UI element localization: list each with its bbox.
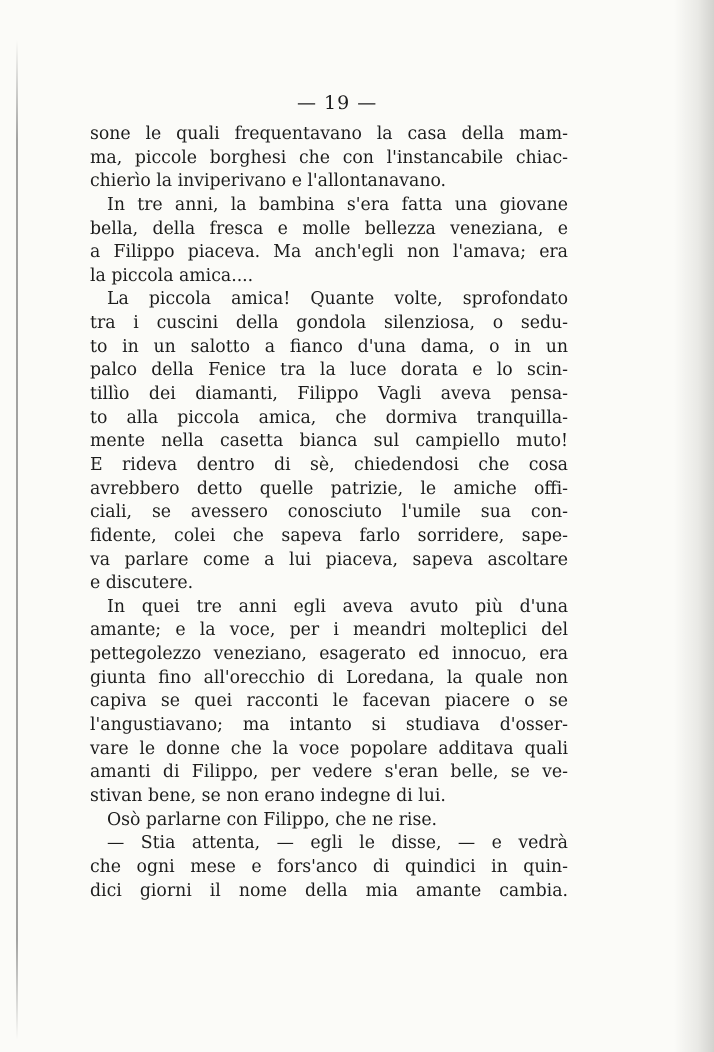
text-line: In quei tre anni egli aveva avuto più d'una [107,596,568,617]
text-line: la piccola amica.... [90,265,254,286]
body-text [90,123,568,903]
text-line: La piccola amica! Quante volte, sprofondato [107,289,568,310]
text-line: amante; e la voce, per i meandri molteplici del [90,620,568,641]
text-line: va parlare come a lui piaceva, sapeva ascoltare [90,549,568,570]
page-number: — 19 — [297,92,378,114]
text-line: l'angustiavano; ma intanto si studiava d'osser- [90,715,568,736]
text-line: In tre anni, la bambina s'era fatta una giovane [107,194,568,215]
text-line: chierìo la inviperivano e l'allontanavano. [90,171,447,192]
text-line: fidente, colei che sapeva farlo sorridere, sape- [90,525,568,546]
text-line: e discutere. [90,573,194,594]
text-line: a Filippo piaceva. Ma anch'egli non l'amava; era [90,242,568,263]
page-edge [16,40,18,1040]
text-line: vare le donne che la voce popolare additava quali [90,738,568,759]
text-line: bella, della fresca e molle bellezza veneziana, e [90,218,568,239]
text-line: to in un salotto a fianco d'una dama, o in un [90,336,568,357]
text-line: Osò parlarne con Filippo, che ne rise. [107,809,438,830]
text-line: — Stia attenta, — egli le disse, — e vedrà [107,833,568,854]
text-line: amanti di Filippo, per vedere s'eran belle, se ve- [90,762,568,783]
text-line: pettegolezzo veneziano, esagerato ed innocuo, era [90,644,568,665]
text-line: mente nella casetta bianca sul campiello muto! [90,431,568,452]
text-line: capiva se quei racconti le facevan piacere o se [90,691,568,712]
text-line: tillìo dei diamanti, Filippo Vagli aveva pensa- [90,384,568,405]
text-line: ciali, se avessero conosciuto l'umile sua con- [90,502,568,523]
text-line: E rideva dentro di sè, chiedendosi che cosa [90,454,568,475]
text-line: to alla piccola amica, che dormiva tranquilla- [90,407,568,428]
text-line: sone le quali frequentavano la casa della mam- [90,124,568,144]
text-line: giunta fino all'orecchio di Loredana, la quale non [90,667,568,688]
text-line: palco della Fenice tra la luce dorata e lo scin- [90,360,568,381]
text-line: ma, piccole borghesi che con l'instancabile chiac- [90,147,568,168]
text-line: tra i cuscini della gondola silenziosa, o sedu- [90,313,568,334]
text-line: avrebbero detto quelle patrizie, le amiche offi- [90,478,568,499]
text-line: che ogni mese e fors'anco di quindici in quin- [90,856,568,877]
page-shadow [674,0,714,1052]
text-line: stivan bene, se non erano indegne di lui. [90,785,446,806]
text-line: dici giorni il nome della mia amante cambia. [90,880,568,901]
